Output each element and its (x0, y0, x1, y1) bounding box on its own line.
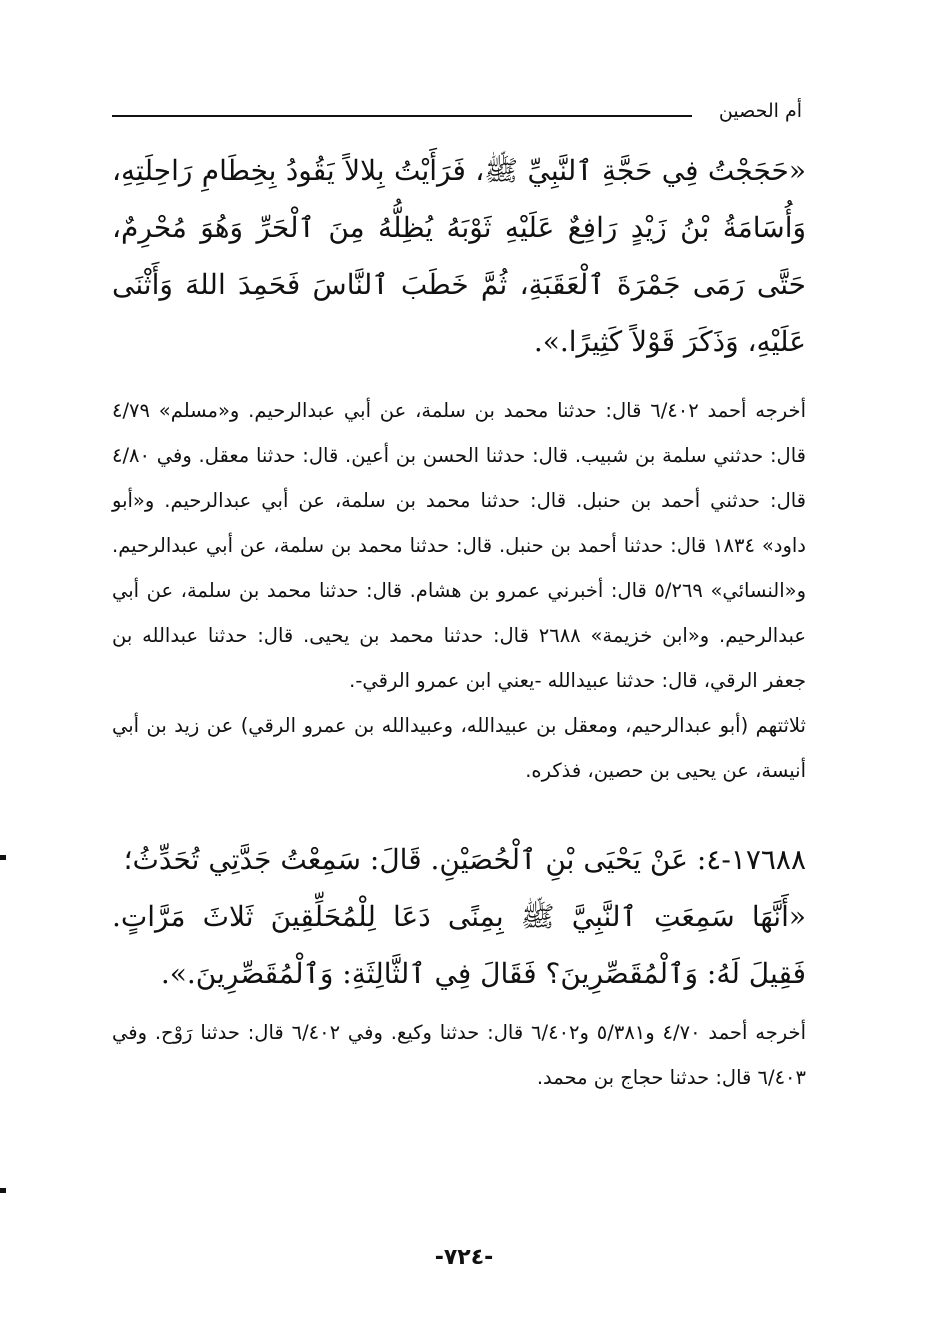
takhrij-paragraph-3: أخرجه أحمد ٤/٧٠ و٥/٣٨١ و٦/٤٠٢ قال: حدثنا وكيع. وفي ٦/٤٠٢ قال: حدثنا رَوْح. وفي ٦/٤٠٣ قال: حدثنا حجاج بن محمد. (112, 1021, 806, 1089)
page-number: -٧٢٤- (434, 1245, 494, 1270)
takhrij-paragraph-1: أخرجه أحمد ٦/٤٠٢ قال: حدثنا محمد بن سلمة، عن أبي عبدالرحيم. و«مسلم» ٤/٧٩ قال: حدثني سلمة بن شبيب. قال: حدثنا الحسن بن أعين. قال: حدثنا معقل. وفي ٤/٨٠ قال: حدثني أحمد بن حنبل. قال: حدثنا محمد بن سلمة، عن أبي عبدالرحيم. و«أبو داود» ١٨٣٤ قال: حدثنا أحمد بن حنبل. قال: حدثنا محمد بن سلمة، عن أبي عبدالرحيم. و«النسائي» ٥/٢٦٩ قال: أخبرني عمرو بن هشام. قال: حدثنا محمد بن سلمة، عن أبي عبدالرحيم. و«ابن خزيمة» ٢٦٨٨ قال: حدثنا محمد بن يحيى. قال: حدثنا عبدالله بن جعفر الرقي، قال: حدثنا عبيدالله -يعني ابن عمرو الرقي-. (112, 399, 806, 692)
scan-edge-mark (0, 1188, 6, 1193)
page-body (112, 142, 806, 1100)
takhrij-paragraph-2: ثلاثتهم (أبو عبدالرحيم، ومعقل بن عبيدالله، وعبيدالله بن عمرو الرقي) عن زيد بن أبي أنيسة، عن يحيى بن حصين، فذكره. (112, 714, 806, 782)
hadith-heading-2: ١٧٦٨٨-٤: عَنْ يَحْيَى بْنِ ٱلْحُصَيْنِ. قَالَ: سَمِعْتُ جَدَّتِي تُحَدِّثُ؛ (123, 843, 806, 876)
hadith-text-2: «أَنَّهَا سَمِعَتِ ٱلنَّبِيَّ ﷺ بِمِنًى دَعَا لِلْمُحَلِّقِينَ ثَلاثَ مَرَّاتٍ. فَقِيلَ لَهُ: وَٱلْمُقَصِّرِينَ؟ فَقَالَ فِي ٱلثَّالِثَةِ: وَٱلْمُقَصِّرِينَ.». (112, 900, 806, 990)
running-header (112, 96, 802, 126)
header-rule (112, 115, 692, 117)
scan-edge-mark (0, 855, 6, 860)
hadith-text-1: «حَجَجْتُ فِي حَجَّةِ ٱلنَّبِيِّ ﷺ، فَرَأَيْتُ بِلالاً يَقُودُ بِخِطَامِ رَاحِلَتِهِ، وَأُسَامَةُ بْنُ زَيْدٍ رَافِعٌ عَلَيْهِ ثَوْبَهُ يُظِلُّهُ مِنَ ٱلْحَرِّ وَهُوَ مُحْرِمٌ، حَتَّى رَمَى جَمْرَةَ ٱلْعَقَبَةِ، ثُمَّ خَطَبَ ٱلنَّاسَ فَحَمِدَ اللهَ وَأَثْنَى عَلَيْهِ، وَذَكَرَ قَوْلاً كَثِيرًا.». (112, 154, 806, 358)
header-title: أم الحصين (718, 100, 802, 122)
